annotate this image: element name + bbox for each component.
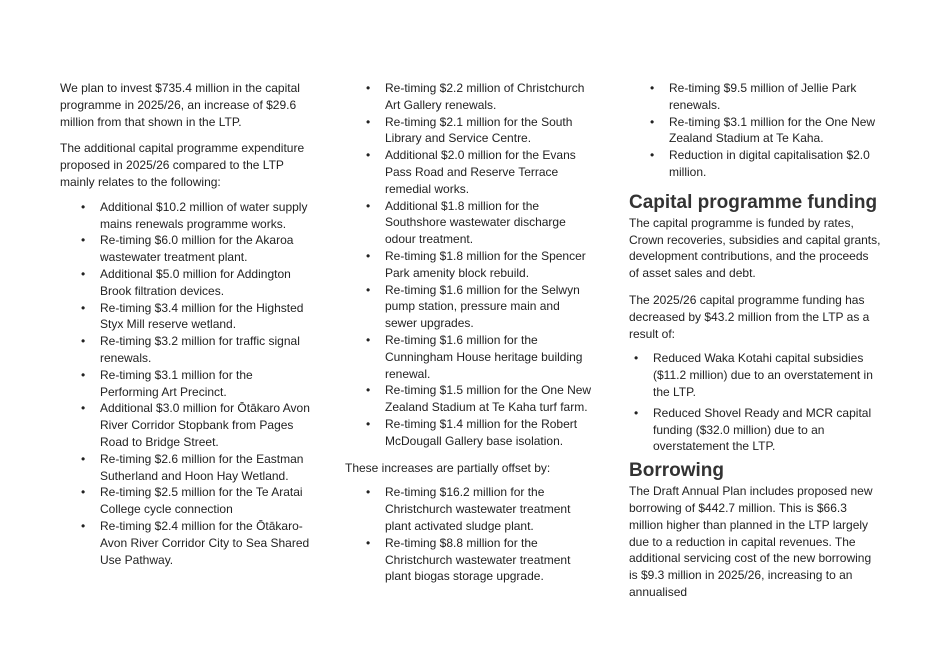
capital-funding-heading: Capital programme funding — [629, 191, 878, 213]
list-item: • Additional $5.0 million for Addington Brook filtration devices. — [100, 266, 310, 300]
column-3 — [629, 80, 881, 601]
list-item: • Additional $1.8 million for the Southshore wastewater discharge odour treatment. — [385, 198, 595, 248]
offset-intro-paragraph: These increases are partially offset by: — [345, 460, 551, 475]
list-item: • Re-timing $3.2 million for traffic signal renewals. — [100, 333, 310, 367]
expenditure-list-continued — [345, 80, 595, 450]
list-item: • Re-timing $8.8 million for the Christchurch wastewater treatment plant biogas storage upgrade. — [385, 535, 595, 585]
list-item: • Re-timing $1.8 million for the Spencer Park amenity block rebuild. — [385, 248, 595, 282]
intro-paragraph: We plan to invest $735.4 million in the capital programme in 2025/26, an increase of $29.6 million from that shown in the LTP. — [60, 81, 300, 129]
borrowing-paragraph: The Draft Annual Plan includes proposed new borrowing of $442.7 million. This is $66.3 million higher than planned in the LTP largely due to a reduction in capital revenues. The additional servicing cost of the new borrowing is $9.3 million in 2025/26, increasing to an annualised — [629, 484, 873, 599]
list-item: • Re-timing $1.5 million for the One New Zealand Stadium at Te Kaha turf farm. — [385, 382, 595, 416]
list-item: • Re-timing $2.4 million for the Ōtākaro-Avon River Corridor City to Sea Shared Use Pathway. — [100, 518, 310, 568]
list-item: • Re-timing $2.5 million for the Te Aratai College cycle connection — [100, 484, 310, 518]
list-item: • Re-timing $3.1 million for the One New Zealand Stadium at Te Kaha. — [669, 114, 881, 148]
borrowing-heading: Borrowing — [629, 460, 724, 482]
offset-list — [345, 484, 595, 585]
list-item: • Re-timing $3.1 million for the Performing Art Precinct. — [100, 367, 310, 401]
list-item: • Additional $2.0 million for the Evans Pass Road and Reserve Terrace remedial works. — [385, 147, 595, 197]
list-item: • Reduction in digital capitalisation $2.0 million. — [669, 147, 881, 181]
expenditure-lead-paragraph: The additional capital programme expenditure proposed in 2025/26 compared to the LTP mainly relates to the following: — [60, 141, 305, 189]
list-item: • Re-timing $9.5 million of Jellie Park renewals. — [669, 80, 881, 114]
list-item: • Reduced Waka Kotahi capital subsidies ($11.2 million) due to an overstatement in the LTP. — [653, 350, 881, 400]
list-item: • Re-timing $1.6 million for the Cunningham House heritage building renewal. — [385, 332, 595, 382]
list-item: • Re-timing $16.2 million for the Christchurch wastewater treatment plant activated sludge plant. — [385, 484, 595, 534]
list-item: • Reduced Shovel Ready and MCR capital funding ($32.0 million) due to an overstatement the LTP. — [653, 405, 881, 455]
funding-decrease-paragraph: The 2025/26 capital programme funding has decreased by $43.2 million from the LTP as a result of: — [629, 292, 870, 341]
list-item: • Re-timing $6.0 million for the Akaroa wastewater treatment plant. — [100, 232, 310, 266]
offset-list-continued — [629, 80, 881, 181]
list-item: • Re-timing $3.4 million for the Highsted Styx Mill reserve wetland. — [100, 300, 310, 334]
list-item: • Re-timing $2.1 million for the South Library and Service Centre. — [385, 114, 595, 148]
expenditure-list — [60, 199, 310, 569]
list-item: • Re-timing $1.4 million for the Robert McDougall Gallery base isolation. — [385, 416, 595, 450]
funding-reduction-list — [629, 350, 881, 455]
funding-paragraph: The capital programme is funded by rates, Crown recoveries, subsidies and capital grants, development contributions, and the proceeds of asset sales and debt. — [629, 215, 881, 281]
list-item: • Re-timing $2.2 million of Christchurch Art Gallery renewals. — [385, 80, 595, 114]
list-item: • Re-timing $2.6 million for the Eastman Sutherland and Hoon Hay Wetland. — [100, 451, 310, 485]
column-1 — [60, 80, 310, 568]
list-item: • Re-timing $1.6 million for the Selwyn pump station, pressure main and sewer upgrades. — [385, 282, 595, 332]
list-item: • Additional $10.2 million of water supply mains renewals programme works. — [100, 199, 310, 233]
list-item: • Additional $3.0 million for Ōtākaro Avon River Corridor Stopbank from Pages Road to Bridge Street. — [100, 400, 310, 450]
column-2 — [345, 80, 595, 585]
